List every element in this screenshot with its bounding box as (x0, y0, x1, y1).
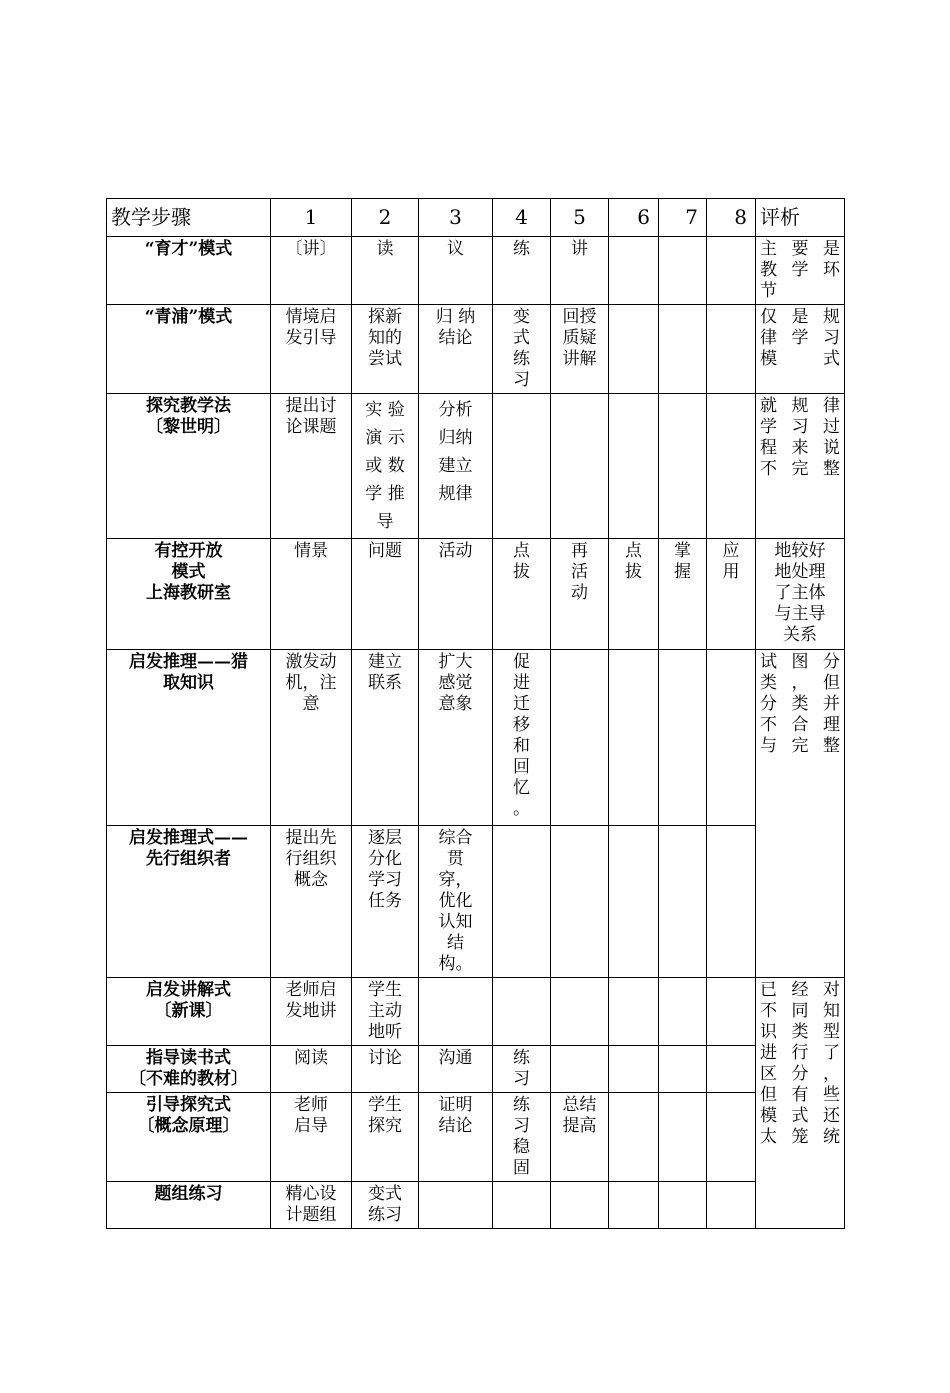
table-row (107, 394, 845, 539)
step-cell: 建立 联系 (352, 650, 419, 826)
step-cell: 活动 (419, 539, 493, 650)
header-steps-label: 教学步骤 (107, 199, 271, 237)
step-cell: 掌 握 (659, 539, 707, 650)
mode-name: 启发推理——猎 取知识 (107, 650, 271, 826)
step-cell: 扩大 感觉 意象 (419, 650, 493, 826)
header-evaluation: 评析 (756, 199, 845, 237)
table-row (107, 237, 845, 305)
step-cell (609, 305, 659, 394)
header-step-8: 8 (707, 199, 756, 237)
header-step-6: 6 (609, 199, 659, 237)
step-cell: 讲 (551, 237, 609, 305)
header-step-2: 2 (352, 199, 419, 237)
step-cell (707, 1093, 756, 1182)
step-cell: 老师启 发地讲 (271, 978, 352, 1046)
step-cell: 学生 主动 地听 (352, 978, 419, 1046)
step-cell (551, 394, 609, 539)
step-cell (659, 1046, 707, 1093)
step-cell: 点 拔 (493, 539, 551, 650)
step-cell: 逐层 分化 学习 任务 (352, 826, 419, 978)
step-cell (659, 237, 707, 305)
step-cell: 综合 贯 穿， 优化 认知 结 构。 (419, 826, 493, 978)
mode-name: 有控开放 模式 上海教研室 (107, 539, 271, 650)
step-cell (609, 1182, 659, 1229)
step-cell (707, 826, 756, 978)
teaching-mode-table (106, 198, 845, 1229)
step-cell: 变式 练习 (352, 1182, 419, 1229)
step-cell: 提出讨 论课题 (271, 394, 352, 539)
step-cell: 精心设 计题组 (271, 1182, 352, 1229)
step-cell: 练 习 稳 固 (493, 1093, 551, 1182)
step-cell: 沟通 (419, 1046, 493, 1093)
step-cell (707, 237, 756, 305)
step-cell: 变 式 练 习 (493, 305, 551, 394)
table-row (107, 978, 845, 1046)
header-step-5: 5 (551, 199, 609, 237)
step-cell (551, 978, 609, 1046)
evaluation-cell: 主要是 教学环 节 (756, 237, 845, 305)
evaluation-cell: 试图分 类，但 分类并 不合理 与完整 (756, 650, 845, 978)
header-step-3: 3 (419, 199, 493, 237)
step-cell (419, 978, 493, 1046)
step-cell: 提出先 行组织 概念 (271, 826, 352, 978)
step-cell (609, 978, 659, 1046)
step-cell: 问题 (352, 539, 419, 650)
evaluation-cell: 就规律 学习过 程来说 不完整 (756, 394, 845, 539)
step-cell: 情景 (271, 539, 352, 650)
step-cell (609, 1093, 659, 1182)
step-cell: 应 用 (707, 539, 756, 650)
table-row (107, 1093, 845, 1182)
mode-name: 探究教学法 〔黎世明〕 (107, 394, 271, 539)
step-cell (609, 650, 659, 826)
step-cell: 讨论 (352, 1046, 419, 1093)
step-cell (659, 1093, 707, 1182)
mode-name: 引导探究式 〔概念原理〕 (107, 1093, 271, 1182)
evaluation-cell: 已经对 不同知 识类型 进行了 区分， 但有些 模式还 太笼统 (756, 978, 845, 1229)
step-cell: 分析 归纳 建立 规律 (419, 394, 493, 539)
step-cell (493, 826, 551, 978)
step-cell: 议 (419, 237, 493, 305)
step-cell (707, 650, 756, 826)
evaluation-cell: 地较好 地处理 了主体 与主导 关系 (756, 539, 845, 650)
step-cell: 点 拔 (609, 539, 659, 650)
step-cell (659, 826, 707, 978)
step-cell: 实 验 演 示 或 数 学 推 导 (352, 394, 419, 539)
step-cell: 读 (352, 237, 419, 305)
step-cell: 证明 结论 (419, 1093, 493, 1182)
step-cell (493, 394, 551, 539)
step-cell (493, 978, 551, 1046)
mode-name: 启发讲解式 〔新课〕 (107, 978, 271, 1046)
step-cell (659, 305, 707, 394)
step-cell (551, 650, 609, 826)
step-cell: 学生 探究 (352, 1093, 419, 1182)
table-row (107, 539, 845, 650)
step-cell (609, 826, 659, 978)
mode-name: 指导读书式 〔不难的教材〕 (107, 1046, 271, 1093)
table-row (107, 1046, 845, 1093)
mode-name: “育才”模式 (107, 237, 271, 305)
step-cell (551, 1046, 609, 1093)
step-cell: 阅读 (271, 1046, 352, 1093)
step-cell (551, 826, 609, 978)
step-cell (609, 237, 659, 305)
step-cell (659, 1182, 707, 1229)
header-row (107, 199, 845, 237)
table-row (107, 1182, 845, 1229)
header-step-4: 4 (493, 199, 551, 237)
step-cell (551, 1182, 609, 1229)
step-cell: 练 (493, 237, 551, 305)
step-cell (609, 394, 659, 539)
step-cell: 练 习 (493, 1046, 551, 1093)
step-cell: 促 进 迁 移 和 回 忆 。 (493, 650, 551, 826)
step-cell: 情境启 发引导 (271, 305, 352, 394)
evaluation-cell: 仅是规 律学习 模式 (756, 305, 845, 394)
step-cell (707, 305, 756, 394)
step-cell: 〔讲〕 (271, 237, 352, 305)
step-cell (659, 978, 707, 1046)
step-cell: 总结 提高 (551, 1093, 609, 1182)
step-cell: 老师 启导 (271, 1093, 352, 1182)
mode-name: 题组练习 (107, 1182, 271, 1229)
header-step-7: 7 (659, 199, 707, 237)
step-cell: 回授 质疑 讲解 (551, 305, 609, 394)
step-cell: 激发动 机，注 意 (271, 650, 352, 826)
mode-name: 启发推理式—— 先行组织者 (107, 826, 271, 978)
header-step-1: 1 (271, 199, 352, 237)
step-cell (609, 1046, 659, 1093)
step-cell (707, 1046, 756, 1093)
table-row (107, 826, 845, 978)
step-cell: 再 活 动 (551, 539, 609, 650)
table-row (107, 305, 845, 394)
step-cell (707, 1182, 756, 1229)
table-row (107, 650, 845, 826)
step-cell (707, 394, 756, 539)
mode-name: “青浦”模式 (107, 305, 271, 394)
step-cell: 归 纳 结论 (419, 305, 493, 394)
step-cell (707, 978, 756, 1046)
step-cell (419, 1182, 493, 1229)
step-cell (659, 650, 707, 826)
step-cell: 探新 知的 尝试 (352, 305, 419, 394)
step-cell (493, 1182, 551, 1229)
step-cell (659, 394, 707, 539)
